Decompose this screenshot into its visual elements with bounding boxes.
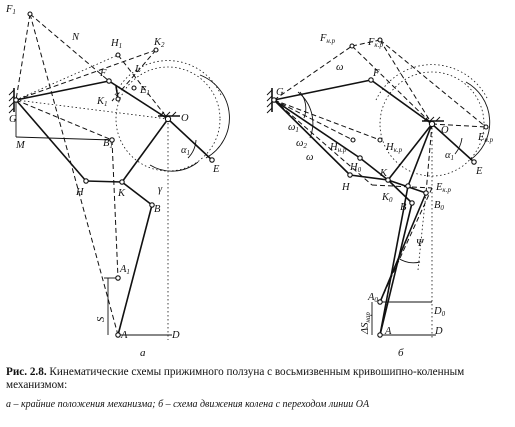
panel-b-label: б <box>398 347 404 359</box>
label-H: H <box>76 187 84 198</box>
label-A0: A0 <box>368 292 378 304</box>
label-B0: B0 <box>434 200 444 212</box>
panel-b-diagram <box>267 33 494 359</box>
support-g-hatch-b <box>267 88 272 113</box>
label-M: M <box>16 140 25 151</box>
label-omega: ω <box>336 62 344 73</box>
label-E-b: E <box>476 166 483 177</box>
label-alpha1: α1 <box>181 145 191 157</box>
label-H-b: H <box>342 182 350 193</box>
panel-a-label: а <box>140 347 146 359</box>
label-E-kr: Eк.р <box>436 182 451 194</box>
label-N: N <box>72 32 80 43</box>
label-F: F <box>100 68 107 79</box>
label-E: E <box>213 164 220 175</box>
label-L: L <box>135 64 141 75</box>
label-E-nr: Eн.р <box>478 132 494 144</box>
figure-number: Рис. 2.8. <box>6 366 47 378</box>
label-H-kr: Hк.р <box>386 142 403 154</box>
label-D: D <box>172 330 180 341</box>
label-G-b: G <box>276 87 284 98</box>
label-H-nr: Hн.р <box>330 142 347 154</box>
label-D-b: D <box>435 326 443 337</box>
label-K-b: K <box>380 168 388 179</box>
label-A: A <box>121 330 128 341</box>
label-O-b: O <box>441 125 449 136</box>
label-delta-S: ΔSнар <box>360 312 372 334</box>
label-K: K <box>118 188 126 199</box>
label-omega2: ω2 <box>296 138 307 150</box>
figure-caption <box>6 366 511 392</box>
label-F-b: F <box>373 68 380 79</box>
label-K1: K1 <box>97 96 108 108</box>
label-K2: K2 <box>154 37 165 49</box>
label-B: B <box>154 204 161 215</box>
figure-title: Кинематические схемы прижимного ползуна с восьмизвенным кривошипно-коленным механизмом: <box>6 366 465 391</box>
label-F-kr: Fк.р <box>368 37 383 49</box>
label-S-max: S <box>96 316 107 322</box>
label-F1: F1 <box>6 4 16 16</box>
label-omega1: ω1 <box>288 122 299 134</box>
label-G: G <box>9 114 17 125</box>
label-O: O <box>181 113 189 124</box>
label-alpha1-b: α1 <box>445 150 455 162</box>
label-A1: A1 <box>120 264 130 276</box>
label-gamma: γ <box>158 184 163 195</box>
panel-a-diagram <box>5 4 229 359</box>
label-B-b: B <box>400 202 407 213</box>
figure-legend: а – крайние положения механизма; б – схема движения колена с переходом линии OA <box>6 399 370 410</box>
label-psi: Ψ <box>416 238 424 249</box>
label-F-nr: Fн.р <box>320 33 336 45</box>
support-g-hatch <box>9 88 14 113</box>
label-H0: H0 <box>350 162 362 174</box>
label-D0: D0 <box>434 306 446 318</box>
label-A-b: A <box>385 326 392 337</box>
label-H1: H1 <box>111 38 123 50</box>
label-K0: K0 <box>382 192 393 204</box>
label-E1: E1 <box>140 85 150 97</box>
label-omega3: ω <box>306 152 314 163</box>
label-B1: B1 <box>103 138 113 150</box>
